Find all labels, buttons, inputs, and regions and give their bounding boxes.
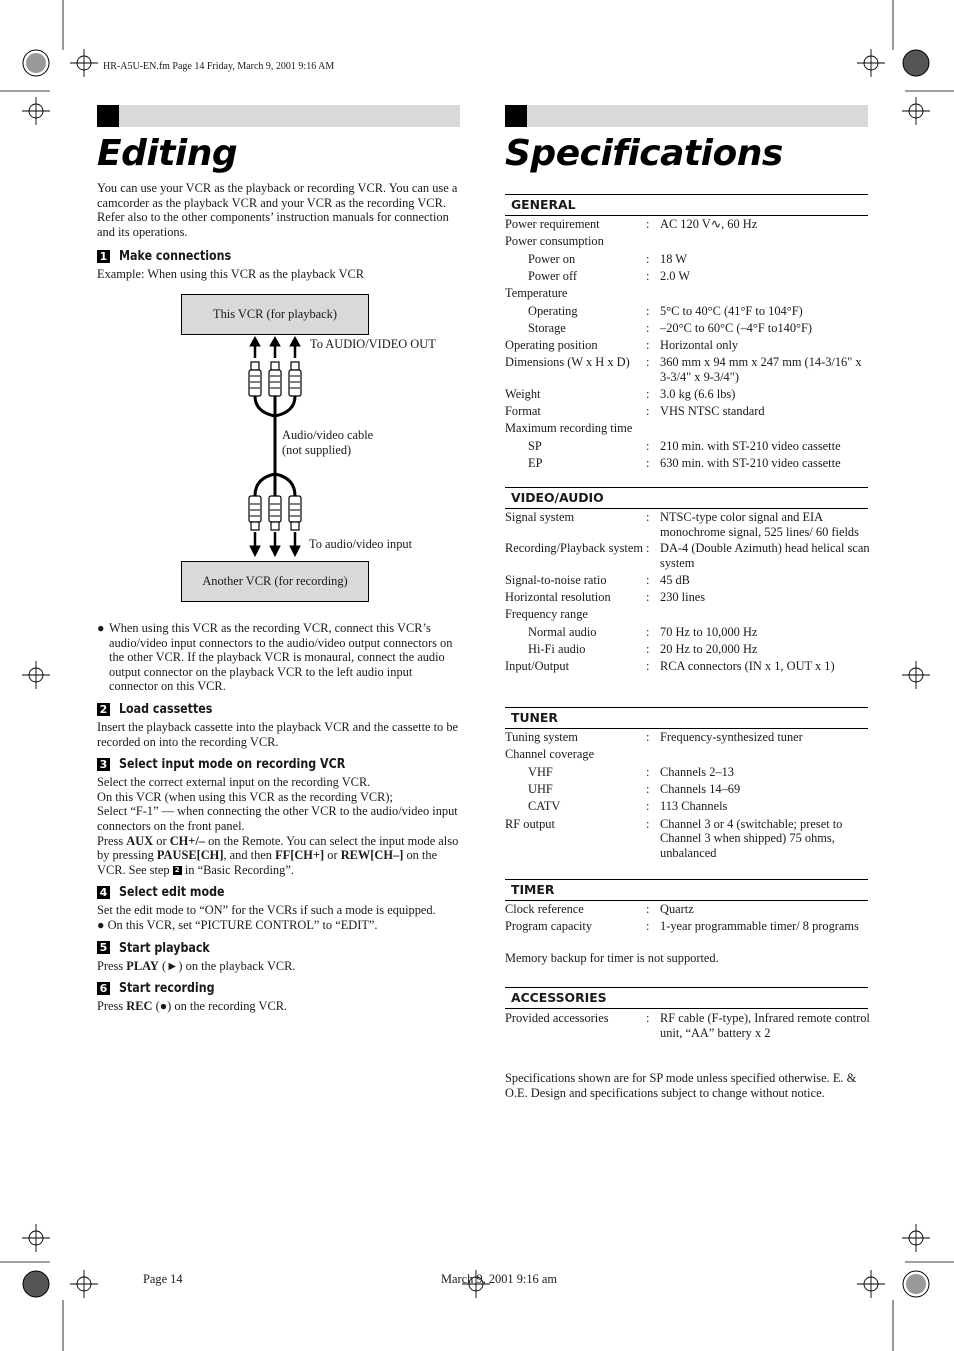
spec-key: CATV bbox=[528, 799, 561, 814]
spec-colon: : bbox=[646, 338, 650, 353]
spec-key: Power consumption bbox=[505, 234, 604, 249]
spec-row bbox=[505, 747, 868, 762]
spec-value: 630 min. with ST-210 video cassette bbox=[660, 455, 841, 470]
spec-colon: : bbox=[646, 510, 650, 524]
timer-note: Memory backup for timer is not supported. bbox=[505, 951, 719, 965]
cable-label-line2: (not supplied) bbox=[282, 443, 352, 457]
recording-vcr-box: Another VCR (for recording) bbox=[181, 561, 368, 601]
spec-value: –20°C to 60°C (–4°F to140°F) bbox=[660, 320, 813, 335]
step-heading: Select input mode on recording VCR bbox=[119, 757, 346, 773]
spec-key: Channel coverage bbox=[505, 747, 595, 762]
editing-steps bbox=[97, 621, 460, 1014]
spec-colon: : bbox=[646, 919, 650, 934]
spec-rows-accessories bbox=[505, 1011, 868, 1061]
spec-value: 210 min. with ST-210 video cassette bbox=[660, 438, 841, 453]
spec-key: Weight bbox=[505, 386, 541, 401]
spec-colon: : bbox=[646, 764, 650, 779]
spec-value: 20 Hz to 20,000 Hz bbox=[660, 641, 758, 656]
spec-row bbox=[505, 765, 868, 780]
step-6 bbox=[97, 979, 460, 997]
step-4-text: Set the edit mode to “ON” for the VCRs if such a mode is equipped. bbox=[97, 903, 436, 918]
rca-plug-icon bbox=[249, 362, 301, 396]
spec-key: Input/Output bbox=[505, 659, 570, 674]
step-heading: Make connections bbox=[119, 249, 232, 265]
spec-heading: TIMER bbox=[505, 879, 868, 901]
spec-colon: : bbox=[646, 1011, 650, 1025]
spec-colon: : bbox=[646, 730, 650, 744]
spec-group-video-audio bbox=[505, 487, 868, 509]
step-number: 1 bbox=[97, 250, 110, 263]
spec-key: Power on bbox=[528, 251, 576, 266]
spec-group-tuner bbox=[505, 707, 868, 729]
step-4-bullet: ● On this VCR, set “PICTURE CONTROL” to “EDIT”. bbox=[97, 917, 378, 932]
spec-colon: : bbox=[646, 455, 650, 470]
specifications-section bbox=[505, 105, 868, 172]
spec-key: Provided accessories bbox=[505, 1011, 609, 1025]
step-3 bbox=[97, 755, 460, 773]
spec-key: Maximum recording time bbox=[505, 421, 633, 436]
step-number: 2 bbox=[97, 703, 110, 716]
record-icon: (●) bbox=[155, 999, 172, 1014]
spec-row bbox=[505, 321, 868, 336]
editing-section bbox=[97, 105, 460, 282]
connection-note: ● When using this VCR as the recording VCR, connect this VCR’s audio/video input connectors to the audio/video output connectors on the other VCR. If the playback VCR is monaural, connect the audio output connector on the playback VCR to the left audio input connector on this VCR. bbox=[97, 621, 453, 694]
spec-value: Horizontal only bbox=[660, 338, 739, 353]
bullet-icon: ● bbox=[97, 621, 105, 635]
step-ref-icon: 2 bbox=[173, 866, 182, 875]
spec-row bbox=[505, 1011, 868, 1040]
spec-colon: : bbox=[646, 404, 650, 418]
spec-key: Signal-to-noise ratio bbox=[505, 572, 607, 587]
spec-colon: : bbox=[646, 799, 650, 814]
spec-row bbox=[505, 730, 868, 745]
spec-key: Power off bbox=[528, 268, 577, 283]
arrow-up-icon bbox=[250, 337, 300, 358]
play-icon: (►) bbox=[161, 958, 183, 973]
spec-colon: : bbox=[646, 572, 650, 587]
spec-key: RF output bbox=[505, 816, 555, 831]
arrow-down-icon bbox=[250, 532, 300, 556]
audio-video-out-label: To AUDIO/VIDEO OUT bbox=[310, 337, 436, 351]
spec-value: 230 lines bbox=[660, 589, 706, 604]
spec-colon: : bbox=[646, 251, 650, 266]
spec-heading: GENERAL bbox=[505, 194, 868, 216]
spec-row bbox=[505, 573, 868, 588]
step-heading: Start recording bbox=[119, 981, 215, 997]
spec-key: VHF bbox=[528, 764, 553, 779]
spec-row bbox=[505, 355, 868, 384]
spec-row bbox=[505, 338, 868, 353]
spec-group-timer bbox=[505, 879, 868, 901]
audio-video-input-label: To audio/video input bbox=[309, 537, 413, 551]
step-1 bbox=[97, 247, 460, 265]
spec-key: Horizontal resolution bbox=[505, 589, 611, 604]
spec-row bbox=[505, 252, 868, 267]
spec-value: RF cable (F-type), Infrared remote control unit, “AA” battery x 2 bbox=[660, 1011, 870, 1040]
spec-row bbox=[505, 919, 868, 934]
spec-row bbox=[505, 642, 868, 657]
spec-key: SP bbox=[528, 438, 542, 453]
spec-key: Program capacity bbox=[505, 919, 593, 934]
spec-key: Frequency range bbox=[505, 607, 588, 622]
step-2-text: Insert the playback cassette into the playback VCR and the cassette to be recorded on into the recording VCR. bbox=[97, 719, 459, 749]
spec-group-general bbox=[505, 194, 868, 216]
spec-row bbox=[505, 902, 868, 917]
spec-row bbox=[505, 782, 868, 797]
spec-colon: : bbox=[646, 217, 650, 231]
spec-row bbox=[505, 217, 868, 232]
spec-colon: : bbox=[646, 355, 650, 370]
starburst-top-left bbox=[23, 50, 49, 76]
spec-row bbox=[505, 510, 868, 539]
spec-group-accessories bbox=[505, 987, 868, 1009]
spec-colon: : bbox=[646, 902, 650, 916]
spec-value: Channel 3 or 4 (switchable; preset to Channel 3 when shipped) 75 ohms, unbalanced bbox=[660, 816, 843, 860]
spec-key: Tuning system bbox=[505, 730, 578, 744]
spec-colon: : bbox=[646, 781, 650, 796]
spec-value: DA-4 (Double Azimuth) head helical scan system bbox=[660, 541, 870, 570]
spec-value: AC 120 V∿, 60 Hz bbox=[660, 217, 758, 231]
spec-value: 45 dB bbox=[660, 572, 690, 587]
spec-key: EP bbox=[528, 455, 543, 470]
spec-colon: : bbox=[646, 386, 650, 401]
spec-colon: : bbox=[646, 303, 650, 318]
step-number: 4 bbox=[97, 886, 110, 899]
spec-row bbox=[505, 269, 868, 284]
spec-row bbox=[505, 590, 868, 605]
spec-key: Power requirement bbox=[505, 217, 600, 231]
spec-row bbox=[505, 817, 868, 861]
spec-rows-timer bbox=[505, 902, 868, 952]
spec-row bbox=[505, 439, 868, 454]
step-heading: Load cassettes bbox=[119, 701, 213, 717]
spec-value: 1-year programmable timer/ 8 programs bbox=[660, 919, 859, 934]
spec-heading: ACCESSORIES bbox=[505, 987, 868, 1009]
spec-value: 2.0 W bbox=[660, 268, 691, 283]
editing-title: Editing bbox=[97, 133, 238, 174]
spec-rows-general bbox=[505, 217, 868, 470]
spec-key: Temperature bbox=[505, 286, 568, 301]
starburst-bottom-left bbox=[23, 1271, 49, 1297]
step-2 bbox=[97, 700, 460, 718]
spec-row bbox=[505, 404, 868, 419]
spec-value: 3.0 kg (6.6 lbs) bbox=[660, 386, 736, 401]
spec-key: Recording/Playback system bbox=[505, 541, 643, 556]
step-heading: Select edit mode bbox=[119, 885, 225, 901]
spec-heading: TUNER bbox=[505, 707, 868, 729]
spec-value: 18 W bbox=[660, 251, 687, 266]
spec-value: Quartz bbox=[660, 902, 694, 916]
spec-colon: : bbox=[646, 320, 650, 335]
spec-row bbox=[505, 234, 868, 249]
spec-value: 70 Hz to 10,000 Hz bbox=[660, 624, 758, 639]
page-number: Page 14 bbox=[143, 1272, 183, 1286]
step-5-text: Press PLAY (►) on the playback VCR. bbox=[97, 958, 296, 973]
spec-key: Storage bbox=[528, 320, 566, 335]
spec-colon: : bbox=[646, 641, 650, 656]
playback-vcr-box: This VCR (for playback) bbox=[181, 294, 368, 334]
print-header-note: HR-A5U-EN.fm Page 14 Friday, March 9, 2001 9:16 AM bbox=[103, 61, 335, 72]
spec-value: 5°C to 40°C (41°F to 104°F) bbox=[660, 303, 803, 318]
spec-row bbox=[505, 304, 868, 319]
spec-key: Format bbox=[505, 404, 541, 418]
specs-header-bar bbox=[505, 105, 868, 127]
spec-row bbox=[505, 456, 868, 471]
step-6-text: Press REC (●) on the recording VCR. bbox=[97, 999, 288, 1014]
spec-key: UHF bbox=[528, 781, 553, 796]
spec-row bbox=[505, 659, 868, 674]
spec-rows-tuner bbox=[505, 730, 868, 870]
spec-row bbox=[505, 421, 868, 436]
spec-row bbox=[505, 387, 868, 402]
specs-footer-note: Specifications shown are for SP mode unless specified otherwise. E. & O.E. Design and specifications subject to change without notice. bbox=[505, 1071, 857, 1100]
spec-rows-video-audio bbox=[505, 510, 868, 690]
spec-row bbox=[505, 541, 868, 570]
spec-key: Operating bbox=[528, 303, 578, 318]
spec-row bbox=[505, 799, 868, 814]
step-1-example: Example: When using this VCR as the playback VCR bbox=[97, 267, 365, 282]
spec-key: Operating position bbox=[505, 338, 598, 353]
spec-value: VHS NTSC standard bbox=[660, 404, 765, 418]
cable-diagram bbox=[240, 334, 310, 560]
spec-value: RCA connectors (IN x 1, OUT x 1) bbox=[660, 659, 835, 674]
spec-key: Clock reference bbox=[505, 902, 584, 916]
step-3-text: Select the correct external input on the recording VCR. On this VCR (when using this VCR as the recording VCR); Select “F-1” — when connecting the other VCR to the audio/video input connectors on the front panel. Press AUX or CH+/– on the Remote. You can select the input mode also by pressing PAUSE[CH], and then FF[CH+] or REW[CH–] on the VCR. See step 2 in “Basic Recording”. bbox=[97, 775, 459, 877]
spec-key: Normal audio bbox=[528, 624, 597, 639]
spec-row bbox=[505, 607, 868, 622]
spec-colon: : bbox=[646, 816, 650, 831]
spec-colon: : bbox=[646, 268, 650, 283]
editing-header-bar bbox=[97, 105, 460, 127]
spec-colon: : bbox=[646, 541, 650, 556]
spec-colon: : bbox=[646, 624, 650, 639]
step-heading: Start playback bbox=[119, 940, 210, 956]
spec-value: Channels 14–69 bbox=[660, 781, 741, 796]
spec-colon: : bbox=[646, 659, 650, 674]
spec-key: Hi-Fi audio bbox=[528, 641, 586, 656]
spec-row bbox=[505, 625, 868, 640]
spec-key: Dimensions (W x H x D) bbox=[505, 355, 630, 370]
specs-title: Specifications bbox=[505, 133, 783, 174]
step-number: 5 bbox=[97, 941, 110, 954]
spec-row bbox=[505, 286, 868, 301]
editing-intro: You can use your VCR as the playback or recording VCR. You can use a camcorder as the playback VCR and your VCR as the recording VCR. Refer also to the other components’ instruction manuals for connection and its operations. bbox=[97, 181, 458, 239]
spec-colon: : bbox=[646, 589, 650, 604]
starburst-top-right bbox=[903, 50, 929, 76]
spec-value: 360 mm x 94 mm x 247 mm (14-3/16" x 3-3/4" x 9-3/4") bbox=[660, 355, 862, 384]
spec-heading: VIDEO/AUDIO bbox=[505, 487, 868, 509]
step-number: 3 bbox=[97, 758, 110, 771]
cable-label-line1: Audio/video cable bbox=[282, 428, 374, 442]
step-number: 6 bbox=[97, 982, 110, 995]
spec-value: NTSC-type color signal and EIA monochrome signal, 525 lines/ 60 fields bbox=[660, 510, 859, 539]
footer-date: March 9, 2001 9:16 am bbox=[441, 1272, 557, 1286]
spec-value: 113 Channels bbox=[660, 799, 728, 814]
starburst-bottom-right bbox=[903, 1271, 929, 1297]
spec-key: Signal system bbox=[505, 510, 575, 524]
spec-value: Channels 2–13 bbox=[660, 764, 734, 779]
step-5 bbox=[97, 939, 460, 957]
spec-colon: : bbox=[646, 438, 650, 453]
step-4 bbox=[97, 883, 460, 901]
spec-value: Frequency-synthesized tuner bbox=[660, 730, 803, 744]
